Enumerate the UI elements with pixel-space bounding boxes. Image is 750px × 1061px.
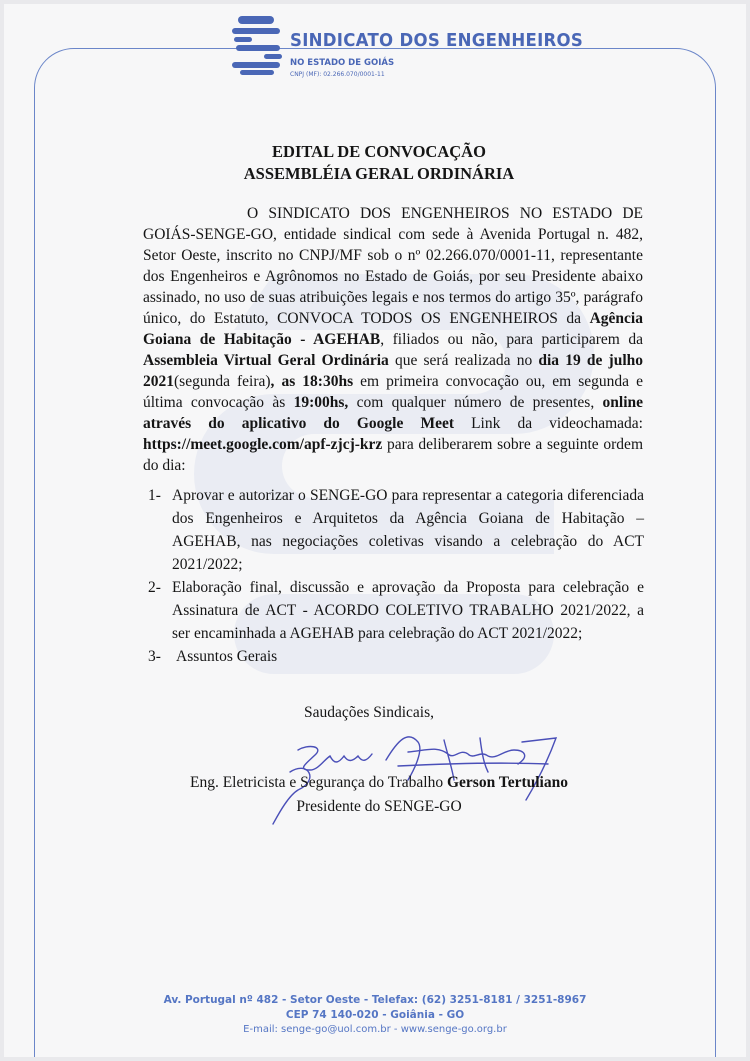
text-run: para deliberarem sobre a seguinte ordem do dia:	[143, 436, 643, 474]
agency-name: Agência Goiana de Habitação - AGEHAB	[143, 310, 643, 348]
agenda-item-number: 2-	[148, 579, 161, 596]
agenda-list	[148, 484, 644, 668]
greeting: Saudações Sindicais,	[304, 704, 435, 721]
text-run: que será realizada no	[388, 352, 539, 369]
signer-name: Gerson Tertuliano	[446, 774, 568, 791]
notice-subtitle: ASSEMBLÉIA GERAL ORDINÁRIA	[243, 164, 515, 183]
meeting-date: dia 19 de julho 2021	[143, 352, 643, 390]
signer-line	[4, 774, 746, 792]
footer-address: Av. Portugal nº 482 - Setor Oeste - Telefax: (62) 3251-8181 / 3251-8967	[163, 994, 587, 1006]
agenda-item-text: Elaboração final, discussão e aprovação da Proposta para celebração e Assinatura de ACT - ACORDO COLETIVO TRABALHO 2021/2022, a ser encaminhada a AGEHAB para celebração do ACT 2021/2022;	[172, 579, 644, 642]
text-run: (segunda feira)	[174, 373, 271, 390]
logo-cnpj: CNPJ (MF): 02.266.070/0001-11	[290, 71, 385, 78]
agenda-item	[148, 576, 644, 645]
meeting-time-second: 19:00hs,	[293, 394, 349, 411]
senge-logo-icon	[230, 14, 286, 76]
signer-role: Eng. Eletricista e Segurança do Trabalho	[190, 774, 447, 791]
agenda-item-text: Aprovar e autorizar o SENGE-GO para representar a categoria diferenciada dos Engenheiros e Arquitetos da Agência Goiana de Habitação – AGEHAB, nas negociações coletivas visando a celebração do ACT 2021/2022;	[172, 487, 644, 573]
text-run: com qualquer número de presentes,	[348, 394, 603, 411]
meeting-link[interactable]: https://meet.google.com/apf-zjcj-krz	[143, 436, 383, 453]
convocation-paragraph	[143, 203, 643, 476]
logo-subtitle: NO ESTADO DE GOIÁS	[290, 58, 395, 68]
text-run: Link da videochamada:	[454, 415, 643, 432]
agenda-item	[148, 645, 644, 668]
meeting-time-first: , as 18:30hs	[270, 373, 354, 390]
union-logo	[230, 14, 584, 84]
signer-title: Presidente do SENGE-GO	[296, 798, 462, 815]
assembly-name: Assembleia Virtual Geral Ordinária	[143, 352, 389, 369]
document-page	[4, 4, 746, 1057]
meeting-platform: online através do aplicativo do Google Meet	[143, 394, 644, 432]
agenda-item-number: 3-	[148, 648, 161, 665]
text-run: , filiados ou não, para participarem da	[380, 331, 643, 348]
logo-title: SINDICATO DOS ENGENHEIROS	[290, 30, 584, 51]
footer-cep: CEP 74 140-020 - Goiânia - GO	[285, 1009, 465, 1021]
notice-body	[143, 203, 643, 476]
agenda-item-number: 1-	[148, 487, 161, 504]
notice-title: EDITAL DE CONVOCAÇÃO	[272, 142, 486, 161]
text-run: O SINDICATO DOS ENGENHEIROS NO ESTADO DE GOIÁS-SENGE-GO, entidade sindical com sede à Avenida Portugal n. 482, Setor Oeste, inscrito no CNPJ/MF sob o nº 02.266.070/0001-11, representante dos Engenheiros e Agrônomos no Estado de Goiás, por seu Presidente abaixo assinado, no uso de suas atribuições legais e nos termos do artigo 35º, parágrafo único, do Estatuto, CONVOCA TODOS OS ENGENHEIROS da	[143, 205, 643, 327]
text-run: em primeira convocação ou, em segunda e última convocação às	[143, 373, 643, 411]
agenda-item	[148, 484, 644, 576]
agenda-item-text: Assuntos Gerais	[176, 648, 278, 665]
footer-contact: E-mail: senge-go@uol.com.br - www.senge-go.org.br	[243, 1024, 507, 1035]
